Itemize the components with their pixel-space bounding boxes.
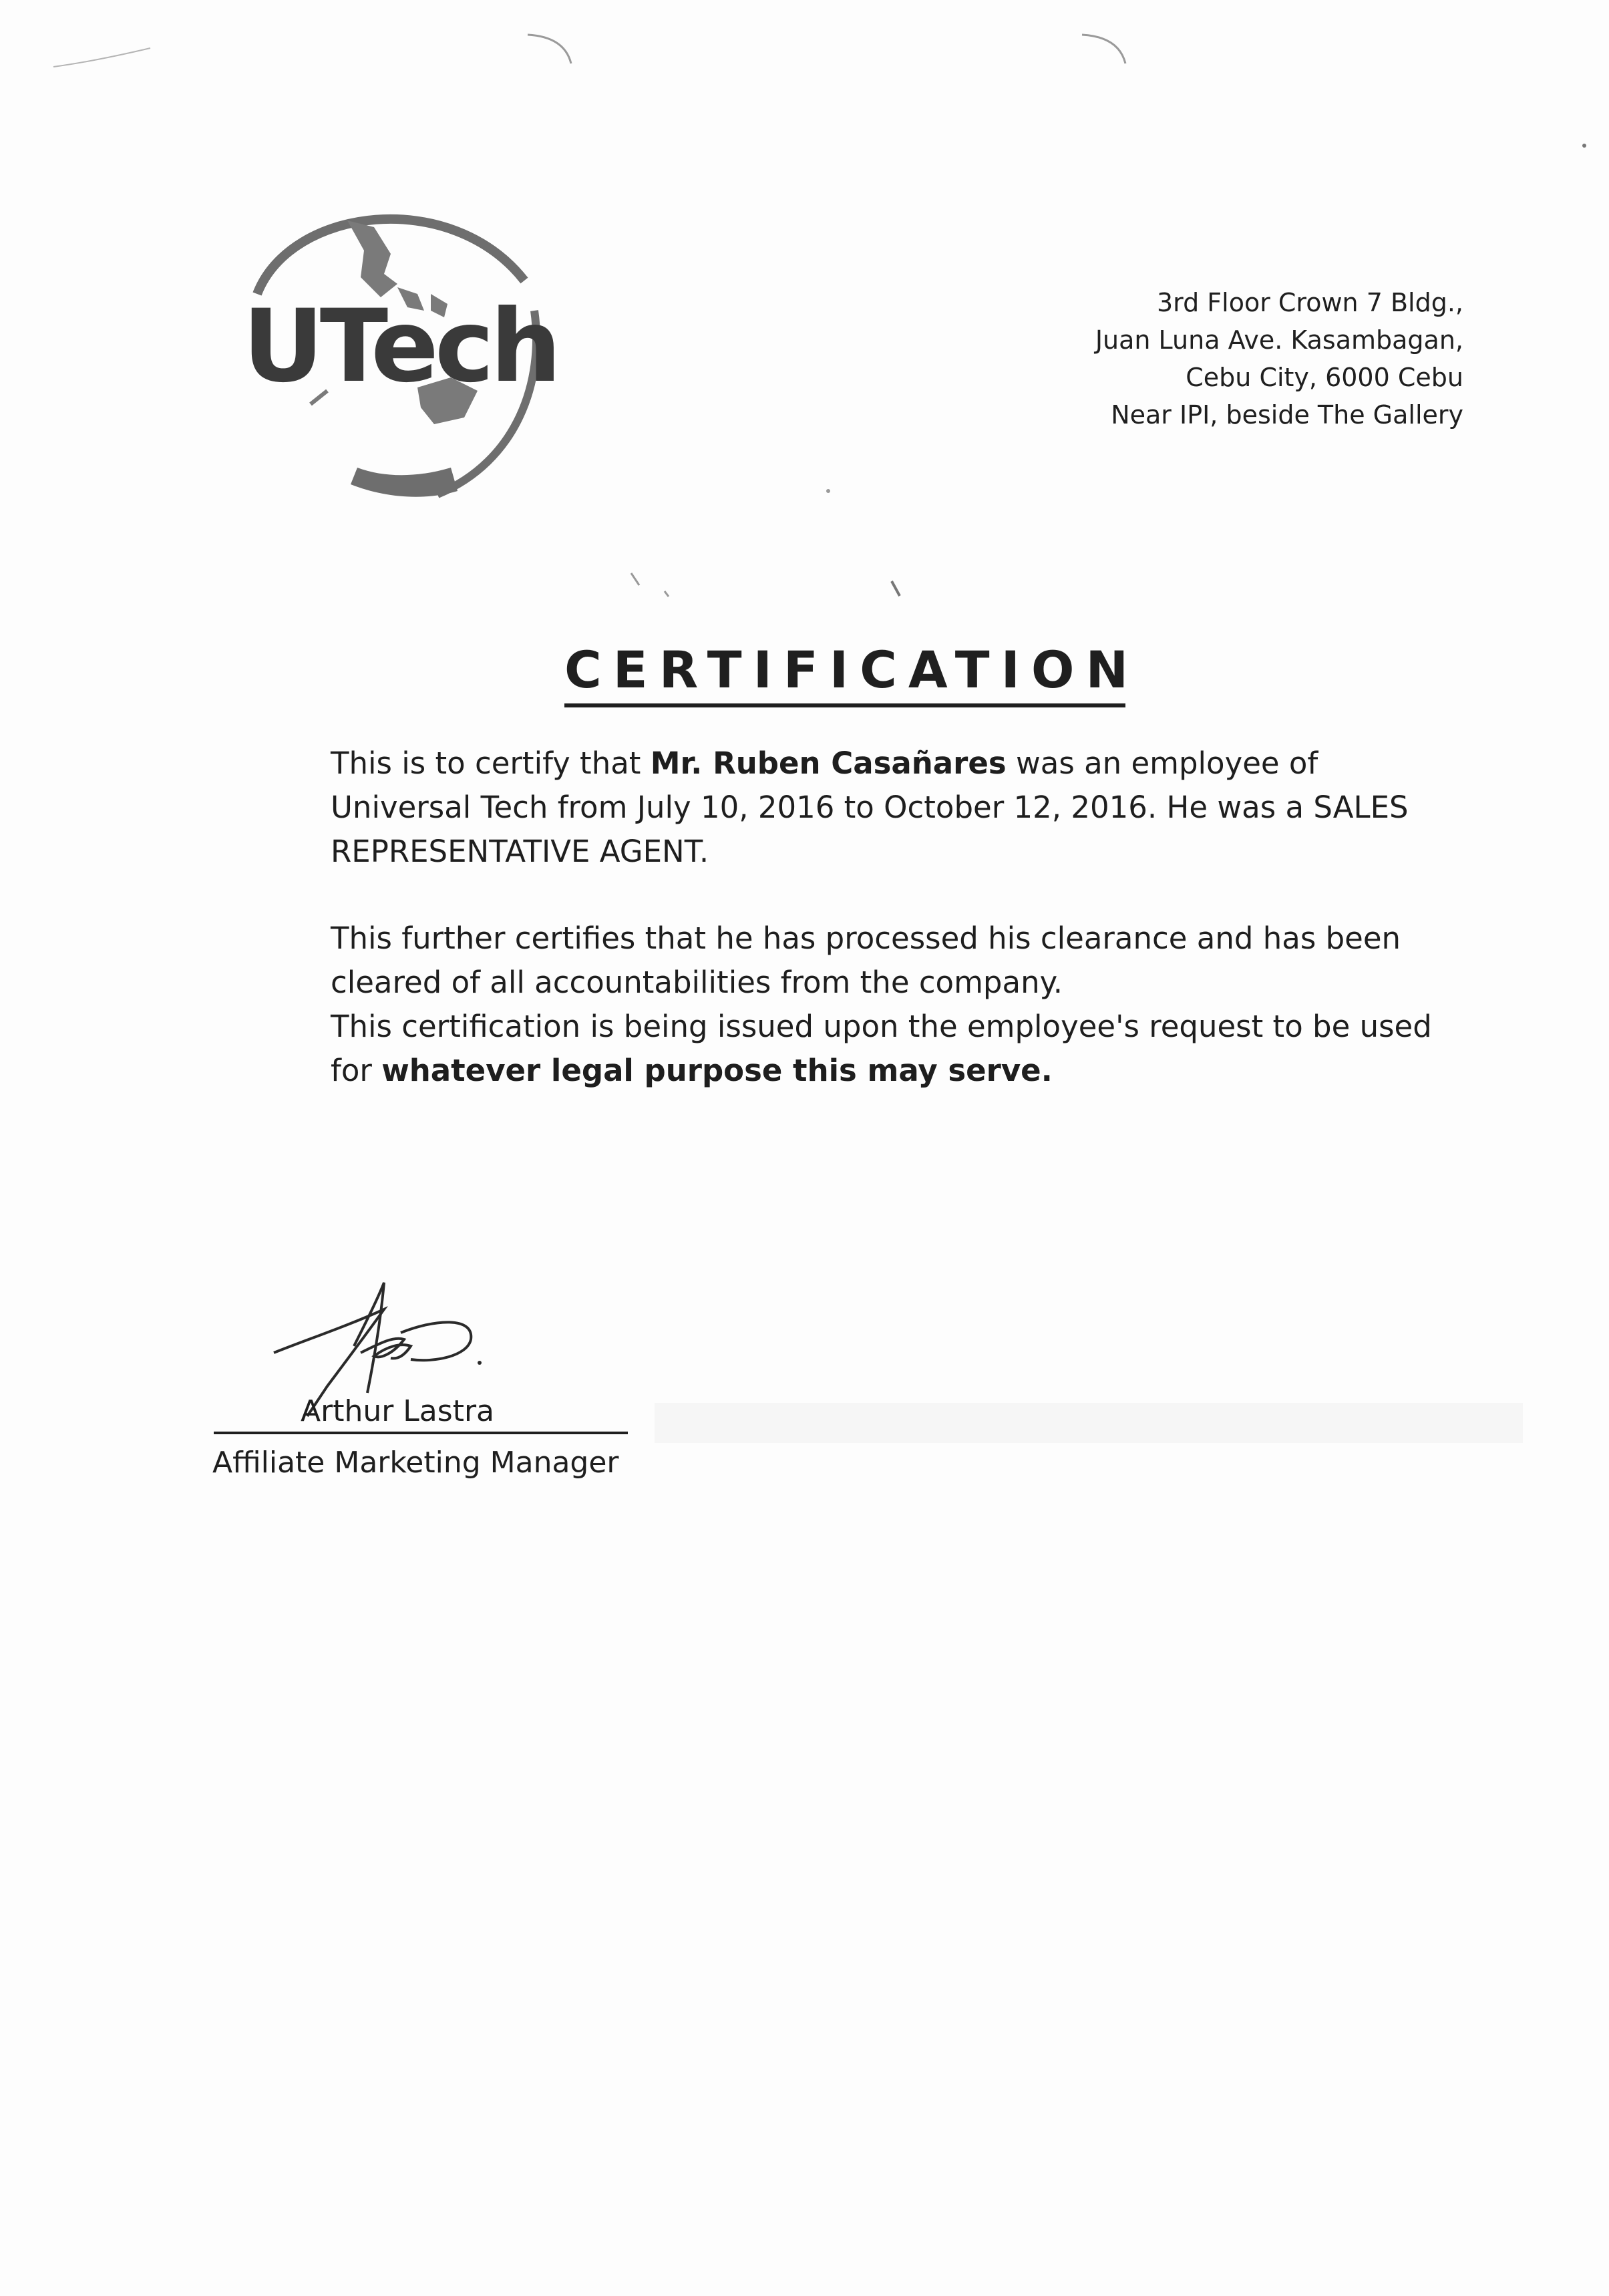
paragraph-1-prefix: This is to certify that bbox=[331, 746, 651, 781]
address-line: Near IPI, beside The Gallery bbox=[1111, 400, 1463, 430]
address-line: 3rd Floor Crown 7 Bldg., bbox=[1156, 288, 1463, 317]
company-address bbox=[956, 284, 1463, 434]
paragraph-3-prefix: This certification is being issued upon the employee's request to be used for bbox=[331, 1009, 1432, 1088]
paragraph-employment bbox=[224, 742, 1439, 874]
signatory-position: Affiliate Marketing Manager bbox=[212, 1446, 619, 1480]
employee-name: Mr. Ruben Casañares bbox=[650, 746, 1007, 781]
paragraph-3-bold: whatever legal purpose this may serve. bbox=[381, 1053, 1053, 1088]
document-title: CERTIFICATION bbox=[564, 638, 1125, 707]
paragraph-clearance: This further certifies that he has processed his clearance and has been cleared of all accountabilities from the company. bbox=[331, 921, 1401, 1000]
logo-text: UTech bbox=[242, 289, 558, 405]
company-logo bbox=[230, 180, 564, 514]
paragraph-purpose bbox=[224, 1005, 1439, 1093]
certification-body bbox=[224, 742, 1439, 1093]
utech-globe-logo-icon bbox=[230, 180, 564, 514]
paragraph-1-suffix: was an employee of Universal Tech from July 10, 2016 to October 12, 2016. He was a SALES REPRESENTATIVE AGENT. bbox=[331, 746, 1409, 869]
signatory-name: Arthur Lastra bbox=[214, 1391, 628, 1434]
address-line: Juan Luna Ave. Kasambagan, bbox=[1095, 325, 1463, 355]
address-line: Cebu City, 6000 Cebu bbox=[1186, 363, 1463, 392]
